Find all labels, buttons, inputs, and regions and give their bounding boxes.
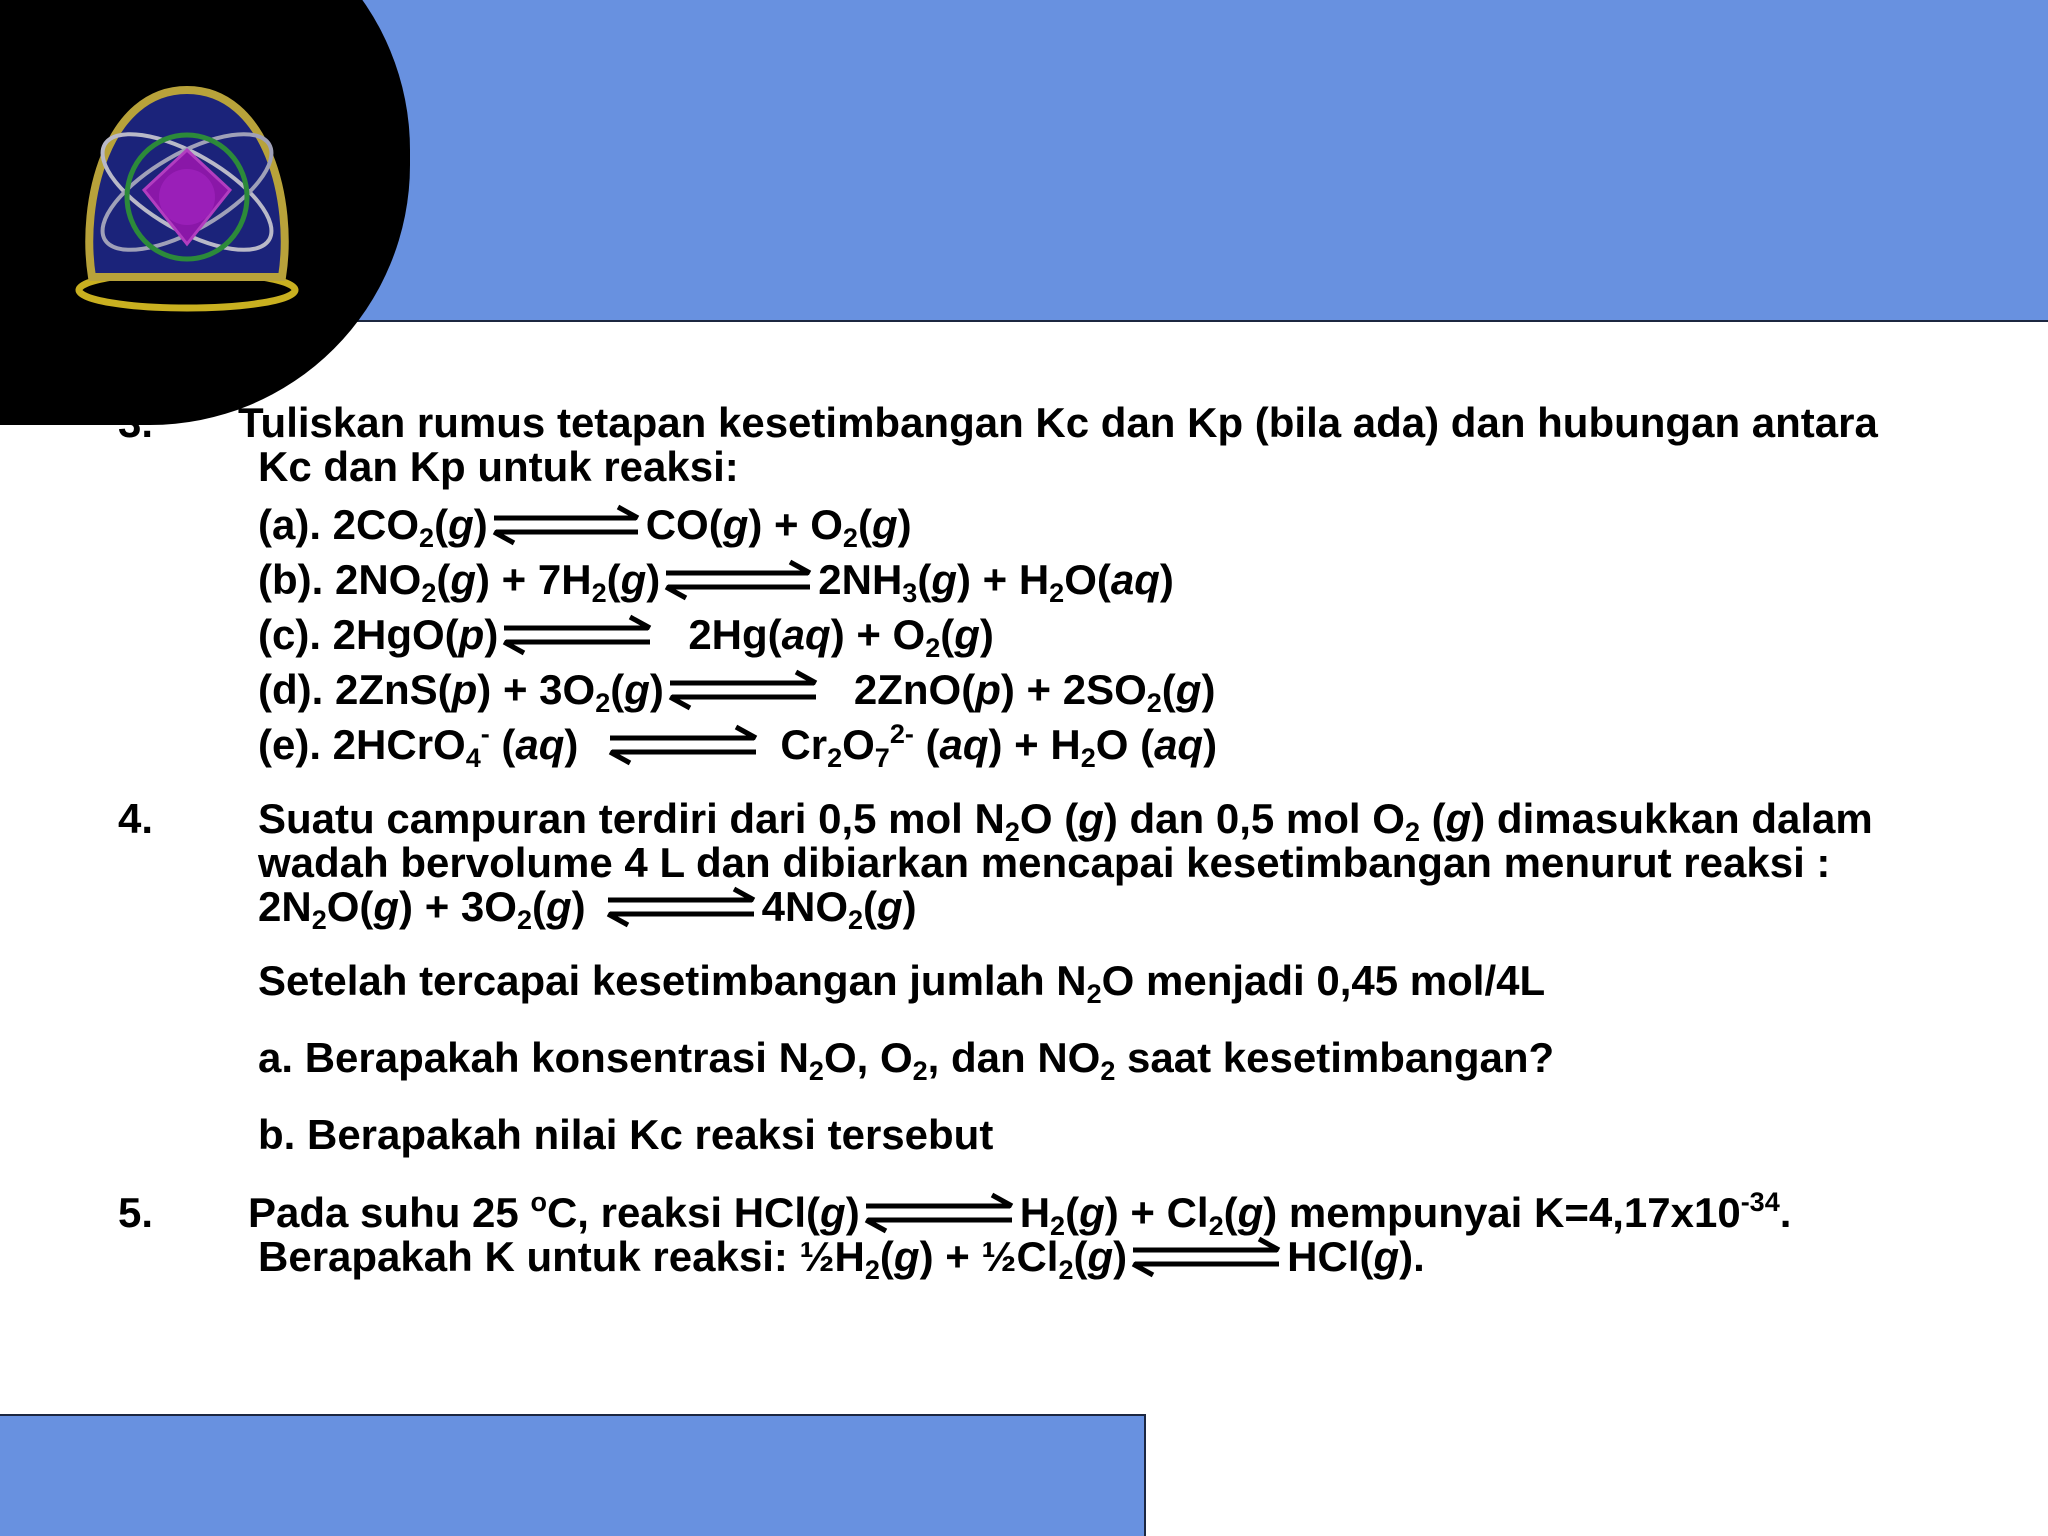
equilibrium-arrow-icon	[860, 1191, 1020, 1235]
q5-line2: Berapakah K untuk reaksi: $\frac{1}{2}H_2(g)$ + $\frac{1}{2}Cl_2(g)$ HCl(g).	[258, 1233, 1425, 1285]
equilibrium-arrow-icon	[1127, 1235, 1287, 1279]
equilibrium-arrow-icon	[602, 885, 762, 929]
q3-reaction-b: (b). $2NO_2(g) + 7H_2(g) 2NH_3(g) + H_2O(aq)$	[258, 556, 1174, 608]
q5-line1: Pada suhu 25 $^o$C, reaksi HCl(g) $H_2(g) + Cl_2(g)$ mempunyai $K=4,17x10^{-34}$.	[248, 1187, 1792, 1241]
q5-number: 5.	[118, 1189, 154, 1236]
atom-emblem-icon	[62, 72, 312, 322]
q4-question-a: a. Berapakah konsentrasi $N_2O$, $O_2$, dan $NO_2$ saat kesetimbangan?	[258, 1034, 1555, 1086]
q3-reaction-a: (a). $2CO_2(g) CO(g) + O_2(g)$	[258, 501, 912, 553]
equilibrium-arrow-icon	[498, 613, 658, 657]
q4-line2: wadah bervolume 4 L dan dibiarkan mencapai kesetimbangan menurut reaksi :	[258, 839, 1831, 886]
q3-title-line1: Tuliskan rumus tetapan kesetimbangan Kc dan Kp (bila ada) dan hubungan antara	[238, 399, 1878, 446]
q4-line1: Suatu campuran terdiri dari 0,5 mol $N_2O$ (g) dan 0,5 mol $O_2$ (g) dimasukkan dalam	[258, 795, 1873, 847]
q3-reaction-c: (c). 2HgO(p) $2Hg(aq) + O_2(g)$	[258, 611, 994, 663]
q4-question-b: b. Berapakah nilai Kc reaksi tersebut	[258, 1111, 994, 1158]
equilibrium-arrow-icon	[660, 558, 818, 602]
q4-line4: Setelah tercapai kesetimbangan jumlah $N_2O$ menjadi 0,45 mol/4L	[258, 957, 1546, 1009]
q4-reaction: $2N_2O(g) + 3O_2(g)$ $4NO_2(g)$	[258, 883, 917, 935]
q4-number: 4.	[118, 795, 154, 842]
q3-reaction-d: (d). $2ZnS(p) + 3O_2(g) 2ZnO(p) + 2SO_2(g)$	[258, 666, 1216, 718]
q3-title-line2: Kc dan Kp untuk reaksi:	[258, 443, 739, 490]
equilibrium-arrow-icon	[664, 668, 824, 712]
equilibrium-arrow-icon	[488, 503, 646, 547]
equilibrium-arrow-icon	[604, 723, 764, 767]
q3-reaction-e: (e). 2HCrO$_4$- (aq) $Cr_2O_7^{2-}$ $(aq) + H_2O$ (aq)	[258, 719, 1218, 773]
